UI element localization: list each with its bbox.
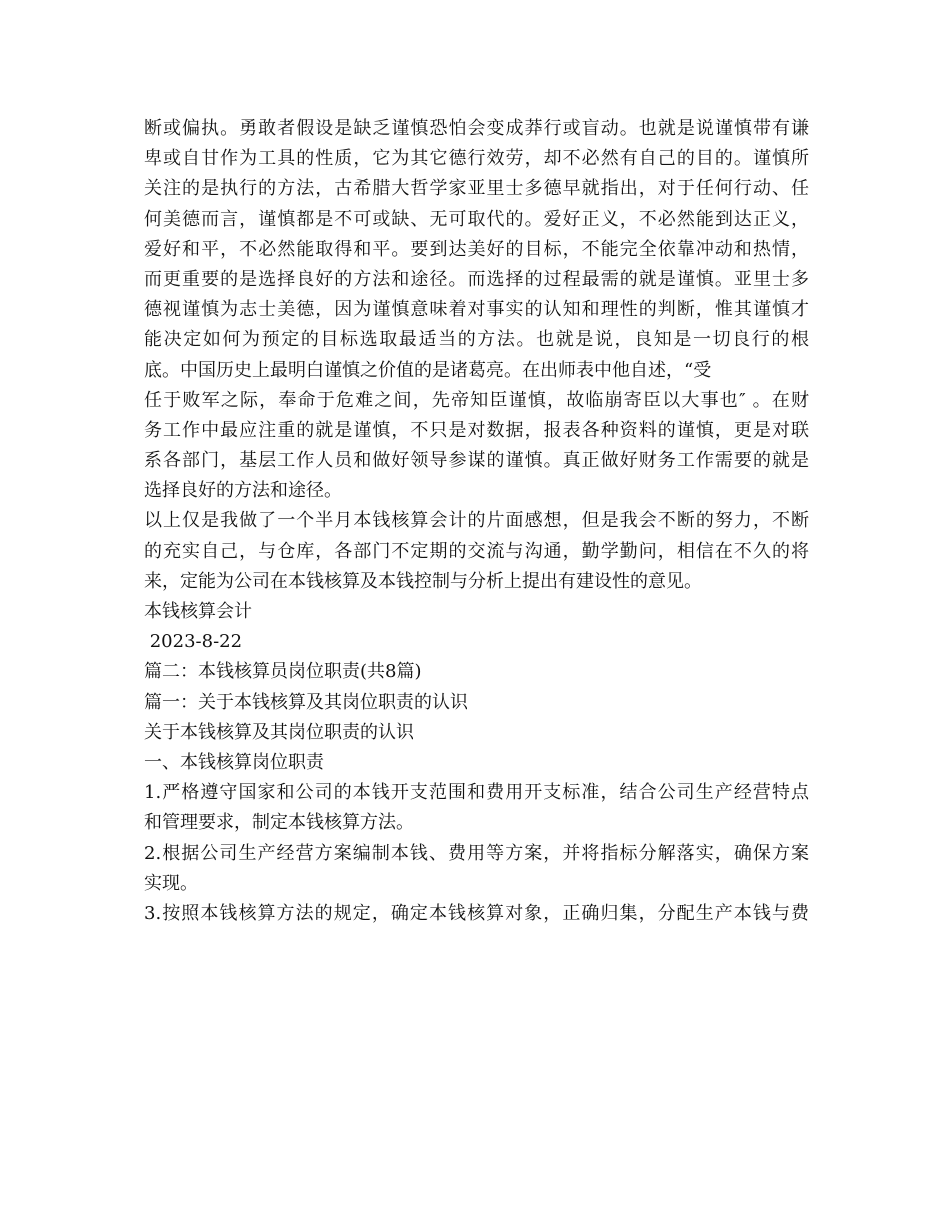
signature-line: 本钱核算会计: [144, 601, 252, 622]
text-line: 能决定如何为预定的目标选取最适当的方法。也就是说，良知是一切良行的根: [144, 329, 809, 351]
text-line: 来，定能为公司在本钱核算及本钱控制与分析上提出有建设性的意见。: [144, 570, 702, 592]
text-line: 系各部门，基层工作人员和做好领导参谋的谨慎。真正做好财务工作需要的就是: [144, 450, 809, 472]
text-line: 以上仅是我做了一个半月本钱核算会计的片面感想，但是我会不断的努力，不断: [144, 510, 809, 532]
text-line: 卑或自甘作为工具的性质，它为其它德行效劳，却不必然有自己的目的。谨慎所: [144, 148, 809, 170]
list-item-continuation: 实现。: [144, 872, 198, 894]
document-body: [144, 114, 809, 929]
text-line: 爱好和平，不必然能取得和平。要到达美好的目标，不能完全依靠冲动和热情，: [144, 238, 809, 260]
section-heading: 篇一：关于本钱核算及其岗位职责的认识: [144, 691, 468, 713]
text-line: 而更重要的是选择良好的方法和途径。而选择的过程最需的就是谨慎。亚里士多: [144, 268, 809, 290]
text-line: 关注的是执行的方法，古希腊大哲学家亚里士多德早就指出，对于任何行动、任: [144, 178, 809, 200]
list-item: 2.根据公司生产经营方案编制本钱、费用等方案，并将指标分解落实，确保方案: [144, 842, 809, 864]
date-line: 2023-8-22: [144, 631, 243, 653]
text-line: 何美德而言，谨慎都是不可或缺、无可取代的。爱好正义，不必然能到达正义，: [144, 208, 809, 230]
subsection-heading: 一、本钱核算岗位职责: [144, 751, 324, 773]
text-line: 的充实自己，与仓库，各部门不定期的交流与沟通，勤学勤问，相信在不久的将: [144, 540, 809, 562]
list-item: 3.按照本钱核算方法的规定，确定本钱核算对象，正确归集，分配生产本钱与费: [144, 902, 809, 924]
section-title: 关于本钱核算及其岗位职责的认识: [144, 721, 414, 743]
text-line: 底。中国历史上最明白谨慎之价值的是诸葛亮。在出师表中他自述，“受: [144, 359, 712, 381]
text-line: 选择良好的方法和途径。: [144, 480, 342, 502]
list-item: 1.严格遵守国家和公司的本钱开支范围和费用开支标准，结合公司生产经营特点: [144, 782, 809, 804]
text-line: 断或偏执。勇敢者假设是缺乏谨慎恐怕会变成莽行或盲动。也就是说谨慎带有谦: [144, 118, 809, 139]
text-line: 德视谨慎为志士美德，因为谨慎意味着对事实的认知和理性的判断，惟其谨慎才: [144, 299, 809, 321]
text-line: 任于败军之际，奉命于危难之间，先帝知臣谨慎，故临崩寄臣以大事也″ 。在财: [144, 389, 809, 411]
text-line: 务工作中最应注重的就是谨慎，不只是对数据，报表各种资料的谨慎，更是对联: [144, 419, 809, 441]
list-item-continuation: 和管理要求，制定本钱核算方法。: [144, 812, 414, 834]
section-heading: 篇二：本钱核算员岗位职责(共8篇): [144, 661, 422, 683]
